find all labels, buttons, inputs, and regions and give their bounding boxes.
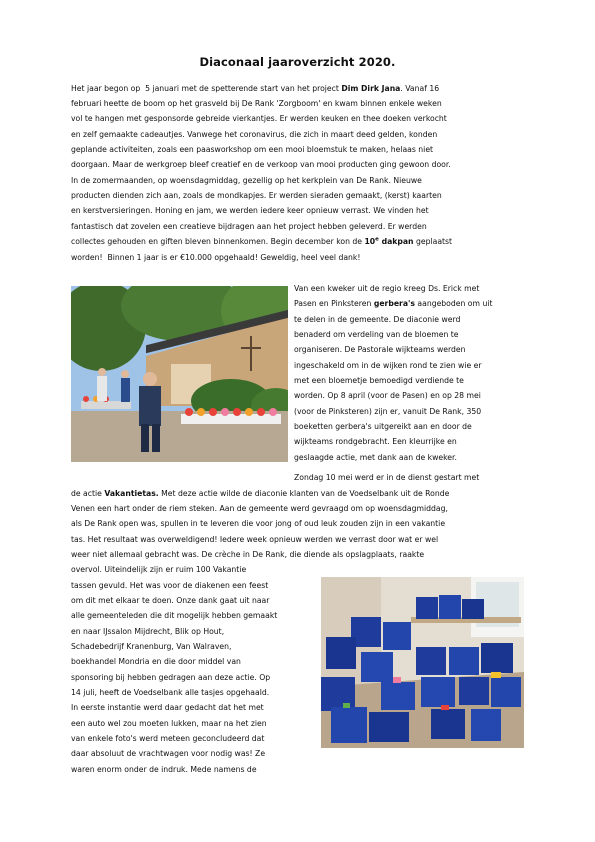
text-line: worden! Binnen 1 jaar is er €10.000 opgehaald! Geweldig, heel veel dank! bbox=[71, 253, 361, 262]
text-line: overvol. Uiteindelijk zijn er ruim 100 Vakantie bbox=[71, 565, 247, 574]
text-line: februari heette de boom op het grasveld bij De Rank 'Zorgboom' en kwam binnen enkele weken bbox=[71, 99, 442, 108]
text-line: en naar IJssalon Mijdrecht, Blik op Hout, bbox=[71, 627, 225, 636]
text-line: te delen in de gemeente. De diaconie werd bbox=[294, 315, 461, 324]
text-line: benaderd om verdeling van de bloemen te bbox=[294, 330, 459, 339]
text-line: In eerste instantie werd daar gedacht dat het met bbox=[71, 703, 264, 712]
church-flowers-photo bbox=[71, 286, 288, 462]
text-line: en kerstversieringen. Honing en jam, we werden iedere keer opnieuw verrast. We vinden het bbox=[71, 206, 429, 215]
text-line: collectes gehouden en giften bleven binnenkomen. Begin december kon de 10e dakpan geplaatst bbox=[71, 236, 453, 246]
text-line: vol te hangen met gesponsorde gebreide vierkantjes. Er werden keuken en thee doeken verkocht bbox=[71, 114, 447, 123]
text-line: met een bloemetje bemoedigd verdiende te bbox=[294, 376, 464, 385]
text-line: Venen een hart onder de riem steken. Aan de gemeente werd gevraagd om op woensdagmiddag, bbox=[71, 504, 448, 513]
text-line: 14 juli, heeft de Voedselbank alle tasjes opgehaald. bbox=[71, 688, 270, 697]
text-line: organiseren. De Pastorale wijkteams werden bbox=[294, 345, 466, 354]
text-line: fantastisch dat zovelen een creatieve bijdragen aan het project hebben geleverd. Er werden bbox=[71, 222, 427, 231]
text-line: ingeschakeld om in de wijken rond te zien wie er bbox=[294, 361, 482, 370]
text-line: Pasen en Pinksteren gerbera's aangeboden om uit bbox=[294, 299, 493, 308]
vacation-bags-photo bbox=[321, 577, 524, 748]
text-line: van enkele foto's werd meteen geconcludeerd dat bbox=[71, 734, 265, 743]
text-line: als De Rank open was, spullen in te leveren die voor jong of oud leuk zouden zijn in een vakantie bbox=[71, 519, 446, 528]
text-line: alle gemeenteleden die dit mogelijk hebben gemaakt bbox=[71, 611, 278, 620]
text-line: een auto wel zou moeten lukken, maar na het zien bbox=[71, 719, 267, 728]
text-line: Van een kweker uit de regio kreeg Ds. Erick met bbox=[294, 284, 480, 293]
text-line: weer niet allemaal gebracht was. De crèche in De Rank, die diende als opslagplaats, raakte bbox=[71, 550, 425, 559]
text-line: tas. Het resultaat was overweldigend! Iedere week opnieuw werden we verrast door wat er wel bbox=[71, 535, 439, 544]
text-line: boekhandel Mondria en die door middel van bbox=[71, 657, 241, 666]
text-line: Zondag 10 mei werd er in de dienst gestart met bbox=[294, 473, 480, 482]
text-line: doorgaan. Maar de werkgroep bleef creatief en de verkoop van mooi producten ging gewoon door. bbox=[71, 160, 451, 169]
text-line: In de zomermaanden, op woensdagmiddag, gezellig op het kerkplein van De Rank. Nieuwe bbox=[71, 176, 422, 185]
text-line: geslaagde actie, met dank aan de kweker. bbox=[294, 453, 457, 462]
text-line: Het jaar begon op 5 januari met de spetterende start van het project Dim Dirk Jana. Vanaf 16 bbox=[71, 84, 440, 93]
text-line: en zelf gemaakte cadeautjes. Vanwege het coronavirus, die zich in maart deed gelden, konden bbox=[71, 130, 438, 139]
text-line: tassen gevuld. Het was voor de diakenen een feest bbox=[71, 581, 269, 590]
text-line: (voor de Pinksteren) zijn er, vanuit De Rank, 350 bbox=[294, 407, 482, 416]
text-line: daar absoluut de vrachtwagen voor nodig was! Ze bbox=[71, 749, 266, 758]
text-line: Schadebedrijf Kranenburg, Van Walraven, bbox=[71, 642, 232, 651]
text-line: boeketten gerbera's uitgereikt aan en door de bbox=[294, 422, 472, 431]
text-line: om dit met elkaar te doen. Onze dank gaat uit naar bbox=[71, 596, 270, 605]
text-line: worden. Op 8 april (voor de Pasen) en op 28 mei bbox=[294, 391, 481, 400]
text-line: de actie Vakantietas. Met deze actie wilde de diaconie klanten van de Voedselbank uit de Ronde bbox=[71, 489, 450, 498]
text-line: sponsoring bij hebben gedragen aan deze actie. Op bbox=[71, 673, 271, 682]
text-line: geplande activiteiten, zoals een paasworkshop om een mooi bloemstuk te maken, helaas niet bbox=[71, 145, 434, 154]
page-title: Diaconaal jaaroverzicht 2020. bbox=[199, 55, 396, 69]
text-line: waren enorm onder de indruk. Mede namens de bbox=[71, 765, 257, 774]
text-line: wijkteams rondgebracht. Een kleurrijke en bbox=[294, 437, 457, 446]
text-line: producten dienden zich aan, zoals de mondkapjes. Er werden sieraden gemaakt, (kerst) kaarten bbox=[71, 191, 442, 200]
